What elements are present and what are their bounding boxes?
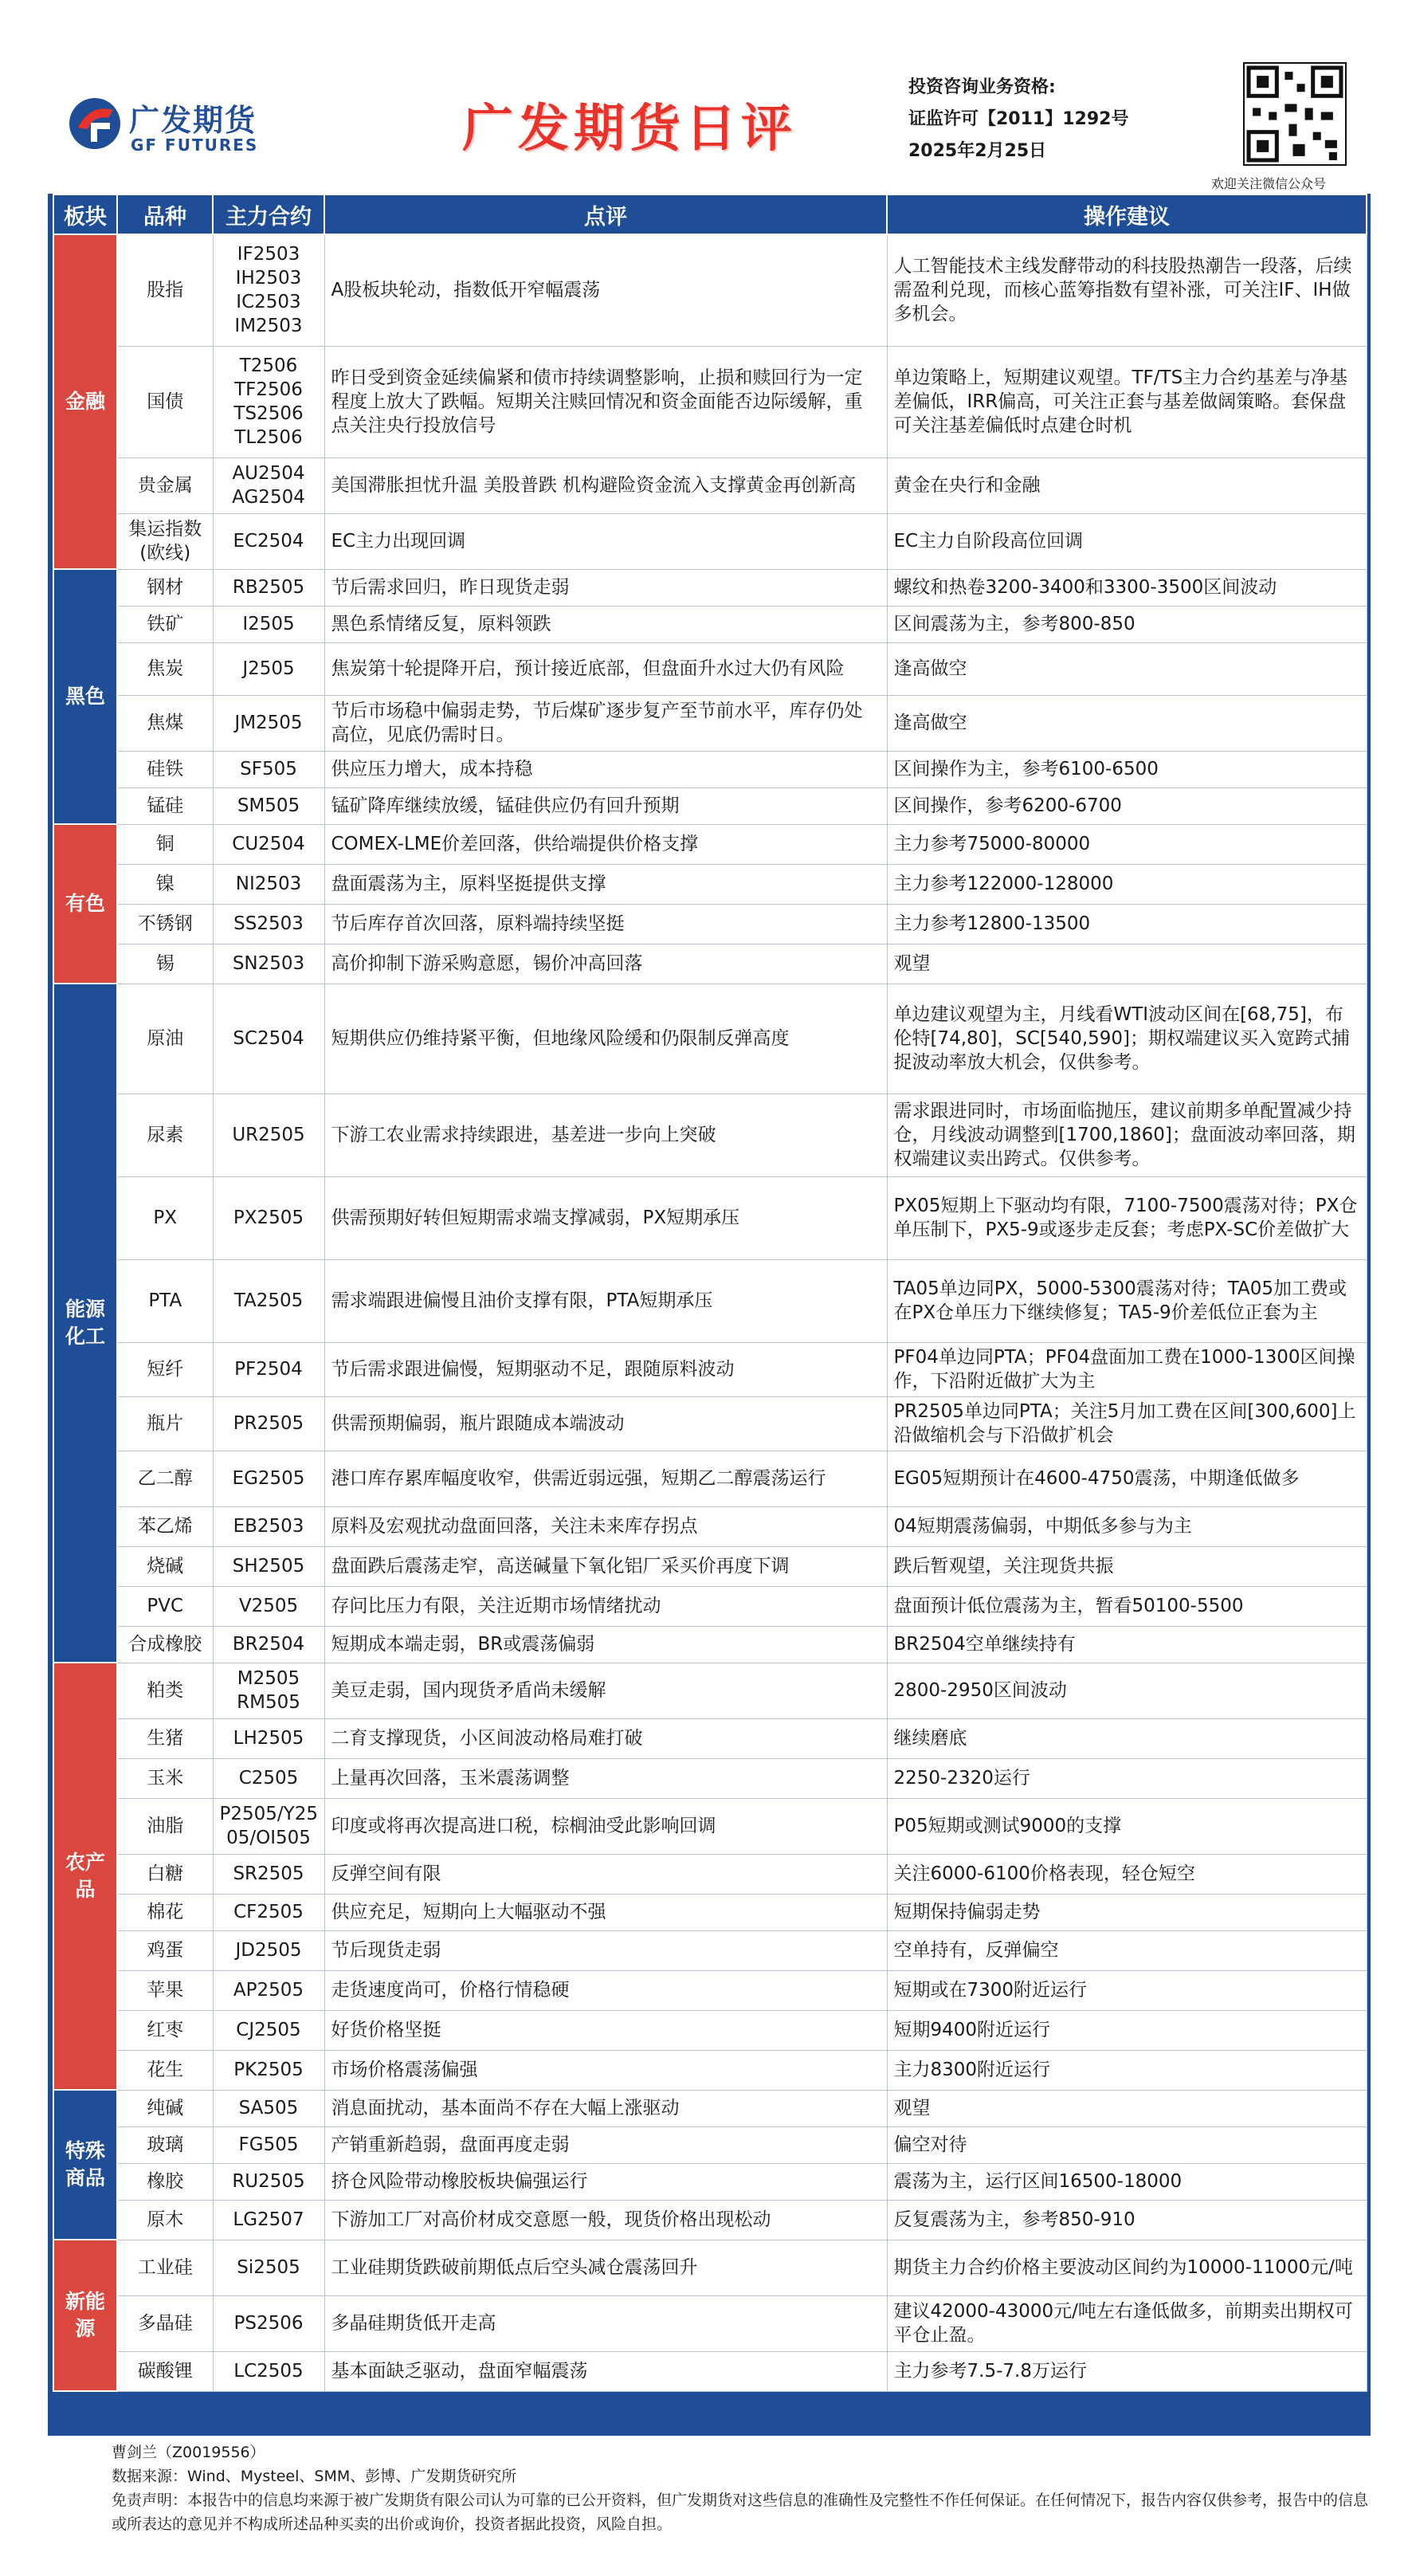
contract-cell: RU2505 bbox=[213, 2163, 324, 2200]
table-row bbox=[53, 984, 1367, 1094]
advice-cell: 需求跟进同时，市场面临抛压，建议前期多单配置减少持仓，月线波动调整到[1700,1860]；盘面波动率回落，期权端建议卖出跨式。仅供参考。 bbox=[887, 1094, 1367, 1176]
variety-cell: 玉米 bbox=[117, 1758, 213, 1798]
logo-chinese: 广发期货 bbox=[129, 103, 257, 138]
advice-cell: 短期9400附近运行 bbox=[887, 2010, 1367, 2050]
comment-cell: 印度或将再次提高进口税，棕榈油受此影响回调 bbox=[324, 1798, 887, 1854]
contract-cell: RB2505 bbox=[213, 569, 324, 606]
table-row bbox=[53, 904, 1367, 944]
variety-cell: 硅铁 bbox=[117, 751, 213, 787]
advice-cell: 单边建议观望为主，月线看WTI波动区间在[68,75]，布伦特[74,80]，SC[540,590]；期权端建议买入宽跨式捕捉波动率放大机会，仅供参考。 bbox=[887, 984, 1367, 1094]
variety-cell: 苯乙烯 bbox=[117, 1506, 213, 1546]
variety-cell: 生猪 bbox=[117, 1718, 213, 1758]
table-row bbox=[53, 1506, 1367, 1546]
sector-cell: 新能源 bbox=[53, 2240, 117, 2391]
comment-cell: 存问比压力有限，关注近期市场情绪扰动 bbox=[324, 1586, 887, 1626]
table-row bbox=[53, 513, 1367, 569]
table-row bbox=[53, 787, 1367, 824]
variety-cell: 不锈钢 bbox=[117, 904, 213, 944]
comment-cell: 走货速度尚可，价格行情稳硬 bbox=[324, 1970, 887, 2010]
table-row bbox=[53, 2050, 1367, 2090]
advice-cell: 主力参考122000-128000 bbox=[887, 864, 1367, 904]
disclaimer: 免责声明：本报告中的信息均来源于被广发期货有限公司认为可靠的已公开资料，但广发期货对这些信息的准确性及完整性不作任何保证。在任何情况下，报告内容仅供参考，报告中的信息或所表达的意见并不构成所述品种买卖的出价或询价，投资者据此投资，风险自担。 bbox=[112, 2492, 1369, 2533]
table-row bbox=[53, 457, 1367, 513]
report-header bbox=[48, 40, 1371, 191]
table-header-row bbox=[53, 194, 1367, 234]
advice-cell: 观望 bbox=[887, 2090, 1367, 2126]
contract-cell: EG2505 bbox=[213, 1451, 324, 1506]
variety-cell: 烧碱 bbox=[117, 1546, 213, 1586]
contract-cell: SF505 bbox=[213, 751, 324, 787]
contract-cell: FG505 bbox=[213, 2126, 324, 2163]
table-row bbox=[53, 1176, 1367, 1259]
comment-cell: 好货价格坚挺 bbox=[324, 2010, 887, 2050]
advice-cell: 黄金在央行和金融 bbox=[887, 457, 1367, 513]
variety-cell: PX bbox=[117, 1176, 213, 1259]
daily-review-table-frame bbox=[48, 194, 1371, 2429]
advice-cell: 螺纹和热卷3200-3400和3300-3500区间波动 bbox=[887, 569, 1367, 606]
comment-cell: 需求端跟进偏慢且油价支撑有限，PTA短期承压 bbox=[324, 1259, 887, 1342]
advice-cell: 空单持有，反弹偏空 bbox=[887, 1930, 1367, 1970]
contract-cell: PF2504 bbox=[213, 1342, 324, 1396]
advice-cell: 区间操作，参考6200-6700 bbox=[887, 787, 1367, 824]
comment-cell: 黑色系情绪反复，原料领跌 bbox=[324, 606, 887, 642]
table-row bbox=[53, 1663, 1367, 1718]
contract-cell: C2505 bbox=[213, 1758, 324, 1798]
contract-cell: EB2503 bbox=[213, 1506, 324, 1546]
comment-cell: 供需预期好转但短期需求端支撑减弱，PX短期承压 bbox=[324, 1176, 887, 1259]
comment-cell: COMEX-LME价差回落，供给端提供价格支撑 bbox=[324, 824, 887, 864]
contract-cell: I2505 bbox=[213, 606, 324, 642]
table-row bbox=[53, 1970, 1367, 2010]
comment-cell: 短期成本端走弱，BR或震荡偏弱 bbox=[324, 1626, 887, 1663]
gf-logo-icon bbox=[67, 96, 123, 151]
table-row bbox=[53, 1259, 1367, 1342]
comment-cell: 多晶硅期货低开走高 bbox=[324, 2295, 887, 2351]
advice-cell: PF04单边同PTA；PF04盘面加工费在1000-1300区间操作，下沿附近做扩大为主 bbox=[887, 1342, 1367, 1396]
advice-cell: BR2504空单继续持有 bbox=[887, 1626, 1367, 1663]
advice-cell: 期货主力合约价格主要波动区间约为10000-11000元/吨 bbox=[887, 2240, 1367, 2295]
advice-cell: 主力参考7.5-7.8万运行 bbox=[887, 2351, 1367, 2391]
comment-cell: 短期供应仍维持紧平衡，但地缘风险缓和仍限制反弹高度 bbox=[324, 984, 887, 1094]
table-row bbox=[53, 1854, 1367, 1894]
sector-cell: 金融 bbox=[53, 234, 117, 569]
table-row bbox=[53, 2090, 1367, 2126]
variety-cell: 国债 bbox=[117, 346, 213, 457]
variety-cell: 铁矿 bbox=[117, 606, 213, 642]
variety-cell: 碳酸锂 bbox=[117, 2351, 213, 2391]
col-variety: 品种 bbox=[117, 194, 213, 234]
comment-cell: 原料及宏观扰动盘面回落，关注未来库存拐点 bbox=[324, 1506, 887, 1546]
table-row bbox=[53, 1586, 1367, 1626]
comment-cell: EC主力出现回调 bbox=[324, 513, 887, 569]
advice-cell: PR2505单边同PTA；关注5月加工费在区间[300,600]上沿做缩机会与下沿做扩机会 bbox=[887, 1396, 1367, 1451]
variety-cell: 橡胶 bbox=[117, 2163, 213, 2200]
contract-cell: NI2503 bbox=[213, 864, 324, 904]
comment-cell: 盘面跌后震荡走窄，高送碱量下氧化铝厂采买价再度下调 bbox=[324, 1546, 887, 1586]
contract-cell: SM505 bbox=[213, 787, 324, 824]
variety-cell: 原木 bbox=[117, 2200, 213, 2240]
comment-cell: 港口库存累库幅度收窄，供需近弱远强，短期乙二醇震荡运行 bbox=[324, 1451, 887, 1506]
advice-cell: 关注6000-6100价格表现，轻仓短空 bbox=[887, 1854, 1367, 1894]
qr-caption: 欢迎关注微信公众号 bbox=[1211, 176, 1327, 191]
advice-cell: 反复震荡为主，参考850-910 bbox=[887, 2200, 1367, 2240]
report-footer bbox=[112, 2441, 1371, 2536]
table-row bbox=[53, 751, 1367, 787]
table-row bbox=[53, 1718, 1367, 1758]
contract-cell: JD2505 bbox=[213, 1930, 324, 1970]
table-row bbox=[53, 1894, 1367, 1930]
comment-cell: 美豆走弱，国内现货矛盾尚未缓解 bbox=[324, 1663, 887, 1718]
contract-cell: CJ2505 bbox=[213, 2010, 324, 2050]
sector-cell: 有色 bbox=[53, 824, 117, 984]
advice-cell: 继续磨底 bbox=[887, 1718, 1367, 1758]
comment-cell: 供应压力增大，成本持稳 bbox=[324, 751, 887, 787]
license-line: 证监许可【2011】1292号 bbox=[908, 109, 1129, 129]
advice-cell: 建议42000-43000元/吨左右逢低做多，前期卖出期权可平仓止盈。 bbox=[887, 2295, 1367, 2351]
variety-cell: 贵金属 bbox=[117, 457, 213, 513]
wechat-qr-code bbox=[1243, 62, 1347, 166]
variety-cell: 花生 bbox=[117, 2050, 213, 2090]
advice-cell: 跌后暂观望，关注现货共振 bbox=[887, 1546, 1367, 1586]
comment-cell: 消息面扰动，基本面尚不存在大幅上涨驱动 bbox=[324, 2090, 887, 2126]
contract-cell: AP2505 bbox=[213, 1970, 324, 2010]
comment-cell: 下游加工厂对高价材成交意愿一般，现货价格出现松动 bbox=[324, 2200, 887, 2240]
advice-cell: TA05单边同PX，5000-5300震荡对待；TA05加工费或在PX仓单压力下继续修复；TA5-9价差低位正套为主 bbox=[887, 1259, 1367, 1342]
contract-cell: SR2505 bbox=[213, 1854, 324, 1894]
report-date: 2025年2月25日 bbox=[908, 141, 1047, 161]
advice-cell: 主力8300附近运行 bbox=[887, 2050, 1367, 2090]
comment-cell: 反弹空间有限 bbox=[324, 1854, 887, 1894]
contract-cell: CU2504 bbox=[213, 824, 324, 864]
table-row bbox=[53, 2351, 1367, 2391]
comment-cell: 美国滞胀担忧升温 美股普跌 机构避险资金流入支撑黄金再创新高 bbox=[324, 457, 887, 513]
comment-cell: 二育支撑现货，小区间波动格局难打破 bbox=[324, 1718, 887, 1758]
contract-cell: JM2505 bbox=[213, 695, 324, 751]
data-source: 数据来源：Wind、Mysteel、SMM、彭博、广发期货研究所 bbox=[112, 2468, 517, 2485]
advice-cell: 偏空对待 bbox=[887, 2126, 1367, 2163]
contract-cell: PX2505 bbox=[213, 1176, 324, 1259]
advice-cell: 主力参考75000-80000 bbox=[887, 824, 1367, 864]
advice-cell: 2800-2950区间波动 bbox=[887, 1663, 1367, 1718]
contract-cell: SN2503 bbox=[213, 944, 324, 984]
contract-cell: PS2506 bbox=[213, 2295, 324, 2351]
contract-cell: T2506 TF2506 TS2506 TL2506 bbox=[213, 346, 324, 457]
variety-cell: 玻璃 bbox=[117, 2126, 213, 2163]
advice-cell: PX05短期上下驱动均有限，7100-7500震荡对待；PX仓单压制下，PX5-9或逐步走反套；考虑PX-SC价差做扩大 bbox=[887, 1176, 1367, 1259]
advice-cell: 人工智能技术主线发酵带动的科技股热潮告一段落，后续需盈利兑现，而核心蓝筹指数有望补涨，可关注IF、IH做多机会。 bbox=[887, 234, 1367, 346]
variety-cell: 多晶硅 bbox=[117, 2295, 213, 2351]
advice-cell: 短期保持偏弱走势 bbox=[887, 1894, 1367, 1930]
table-row bbox=[53, 1342, 1367, 1396]
table-row bbox=[53, 1094, 1367, 1176]
contract-cell: EC2504 bbox=[213, 513, 324, 569]
advice-cell: EC主力自阶段高位回调 bbox=[887, 513, 1367, 569]
variety-cell: 集运指数 (欧线) bbox=[117, 513, 213, 569]
logo-english: GF FUTURES bbox=[131, 135, 259, 155]
table-row bbox=[53, 346, 1367, 457]
variety-cell: 锡 bbox=[117, 944, 213, 984]
variety-cell: 钢材 bbox=[117, 569, 213, 606]
variety-cell: 红枣 bbox=[117, 2010, 213, 2050]
brand-logo bbox=[67, 96, 266, 167]
daily-review-table bbox=[53, 194, 1367, 2392]
table-row bbox=[53, 2163, 1367, 2200]
contract-cell: TA2505 bbox=[213, 1259, 324, 1342]
advice-cell: 盘面预计低位震荡为主，暂看50100-5500 bbox=[887, 1586, 1367, 1626]
table-row bbox=[53, 569, 1367, 606]
advice-cell: 04短期震荡偏弱，中期低多参与为主 bbox=[887, 1506, 1367, 1546]
contract-cell: PR2505 bbox=[213, 1396, 324, 1451]
contract-cell: M2505 RM505 bbox=[213, 1663, 324, 1718]
table-row bbox=[53, 1396, 1367, 1451]
sector-cell: 农产品 bbox=[53, 1663, 117, 2090]
contract-cell: SC2504 bbox=[213, 984, 324, 1094]
contract-cell: SS2503 bbox=[213, 904, 324, 944]
page-title: 广发期货日评 bbox=[462, 100, 797, 159]
table-row bbox=[53, 2010, 1367, 2050]
comment-cell: 产销重新趋弱，盘面再度走弱 bbox=[324, 2126, 887, 2163]
advice-cell: 区间操作为主，参考6100-6500 bbox=[887, 751, 1367, 787]
variety-cell: 股指 bbox=[117, 234, 213, 346]
variety-cell: 鸡蛋 bbox=[117, 1930, 213, 1970]
table-row bbox=[53, 1930, 1367, 1970]
variety-cell: 纯碱 bbox=[117, 2090, 213, 2126]
table-row bbox=[53, 2295, 1367, 2351]
comment-cell: 供应充足，短期向上大幅驱动不强 bbox=[324, 1894, 887, 1930]
variety-cell: 瓶片 bbox=[117, 1396, 213, 1451]
table-row bbox=[53, 824, 1367, 864]
footer-divider bbox=[48, 2429, 1371, 2436]
comment-cell: 节后市场稳中偏弱走势，节后煤矿逐步复产至节前水平，库存仍处高位，见底仍需时日。 bbox=[324, 695, 887, 751]
table-row bbox=[53, 1798, 1367, 1854]
contract-cell: J2505 bbox=[213, 642, 324, 695]
col-comment: 点评 bbox=[324, 194, 887, 234]
variety-cell: 铜 bbox=[117, 824, 213, 864]
comment-cell: 下游工农业需求持续跟进，基差进一步向上突破 bbox=[324, 1094, 887, 1176]
table-row bbox=[53, 642, 1367, 695]
variety-cell: 焦煤 bbox=[117, 695, 213, 751]
variety-cell: PTA bbox=[117, 1259, 213, 1342]
variety-cell: 油脂 bbox=[117, 1798, 213, 1854]
sector-cell: 黑色 bbox=[53, 569, 117, 824]
contract-cell: UR2505 bbox=[213, 1094, 324, 1176]
comment-cell: 节后现货走弱 bbox=[324, 1930, 887, 1970]
contract-cell: AU2504 AG2504 bbox=[213, 457, 324, 513]
advice-cell: 单边策略上，短期建议观望。TF/TS主力合约基差与净基差偏低，IRR偏高，可关注正套与基差做阔策略。套保盘可关注基差偏低时点建仓时机 bbox=[887, 346, 1367, 457]
variety-cell: 锰硅 bbox=[117, 787, 213, 824]
advice-cell: 逢高做空 bbox=[887, 695, 1367, 751]
variety-cell: 棉花 bbox=[117, 1894, 213, 1930]
advice-cell: EG05短期预计在4600-4750震荡，中期逢低做多 bbox=[887, 1451, 1367, 1506]
variety-cell: 合成橡胶 bbox=[117, 1626, 213, 1663]
table-row bbox=[53, 695, 1367, 751]
table-row bbox=[53, 234, 1367, 346]
advice-cell: 逢高做空 bbox=[887, 642, 1367, 695]
contract-cell: V2505 bbox=[213, 1586, 324, 1626]
comment-cell: 盘面震荡为主，原料坚挺提供支撑 bbox=[324, 864, 887, 904]
advice-cell: 主力参考12800-13500 bbox=[887, 904, 1367, 944]
col-advice: 操作建议 bbox=[887, 194, 1367, 234]
contract-cell: SH2505 bbox=[213, 1546, 324, 1586]
table-row bbox=[53, 2240, 1367, 2295]
comment-cell: 节后库存首次回落，原料端持续坚挺 bbox=[324, 904, 887, 944]
comment-cell: 基本面缺乏驱动，盘面窄幅震荡 bbox=[324, 2351, 887, 2391]
table-body bbox=[53, 234, 1367, 2391]
variety-cell: 粕类 bbox=[117, 1663, 213, 1718]
contract-cell: SA505 bbox=[213, 2090, 324, 2126]
variety-cell: 尿素 bbox=[117, 1094, 213, 1176]
contract-cell: BR2504 bbox=[213, 1626, 324, 1663]
contract-cell: CF2505 bbox=[213, 1894, 324, 1930]
comment-cell: 挤仓风险带动橡胶板块偏强运行 bbox=[324, 2163, 887, 2200]
table-row bbox=[53, 1626, 1367, 1663]
advice-cell: 区间震荡为主，参考800-850 bbox=[887, 606, 1367, 642]
comment-cell: 锰矿降库继续放缓，锰硅供应仍有回升预期 bbox=[324, 787, 887, 824]
table-row bbox=[53, 2200, 1367, 2240]
contract-cell: PK2505 bbox=[213, 2050, 324, 2090]
comment-cell: 昨日受到资金延续偏紧和债市持续调整影响，止损和赎回行为一定程度上放大了跌幅。短期关注赎回情况和资金面能否边际缓解，重点关注央行投放信号 bbox=[324, 346, 887, 457]
advice-cell: P05短期或测试9000的支撑 bbox=[887, 1798, 1367, 1854]
table-row bbox=[53, 2126, 1367, 2163]
contract-cell: IF2503 IH2503 IC2503 IM2503 bbox=[213, 234, 324, 346]
variety-cell: PVC bbox=[117, 1586, 213, 1626]
comment-cell: 节后需求跟进偏慢，短期驱动不足，跟随原料波动 bbox=[324, 1342, 887, 1396]
variety-cell: 焦炭 bbox=[117, 642, 213, 695]
comment-cell: 市场价格震荡偏强 bbox=[324, 2050, 887, 2090]
table-row bbox=[53, 1451, 1367, 1506]
table-row bbox=[53, 1758, 1367, 1798]
qualification-line: 投资咨询业务资格: bbox=[908, 77, 1056, 97]
table-row bbox=[53, 1546, 1367, 1586]
contract-cell: LC2505 bbox=[213, 2351, 324, 2391]
table-row bbox=[53, 864, 1367, 904]
variety-cell: 工业硅 bbox=[117, 2240, 213, 2295]
comment-cell: 高价抑制下游采购意愿，锡价冲高回落 bbox=[324, 944, 887, 984]
author: 曹剑兰（Z0019556） bbox=[112, 2444, 265, 2461]
comment-cell: 焦炭第十轮提降开启，预计接近底部，但盘面升水过大仍有风险 bbox=[324, 642, 887, 695]
col-sector: 板块 bbox=[53, 194, 117, 234]
sector-cell: 特殊 商品 bbox=[53, 2090, 117, 2240]
advice-cell: 短期或在7300附近运行 bbox=[887, 1970, 1367, 2010]
variety-cell: 镍 bbox=[117, 864, 213, 904]
table-row bbox=[53, 606, 1367, 642]
variety-cell: 短纤 bbox=[117, 1342, 213, 1396]
variety-cell: 乙二醇 bbox=[117, 1451, 213, 1506]
contract-cell: LG2507 bbox=[213, 2200, 324, 2240]
sector-cell: 能源 化工 bbox=[53, 984, 117, 1663]
advice-cell: 观望 bbox=[887, 944, 1367, 984]
comment-cell: A股板块轮动，指数低开窄幅震荡 bbox=[324, 234, 887, 346]
contract-cell: Si2505 bbox=[213, 2240, 324, 2295]
variety-cell: 白糖 bbox=[117, 1854, 213, 1894]
contract-cell: LH2505 bbox=[213, 1718, 324, 1758]
table-row bbox=[53, 944, 1367, 984]
comment-cell: 供需预期偏弱，瓶片跟随成本端波动 bbox=[324, 1396, 887, 1451]
contract-cell: P2505/Y25 05/OI505 bbox=[213, 1798, 324, 1854]
variety-cell: 苹果 bbox=[117, 1970, 213, 2010]
advice-cell: 2250-2320运行 bbox=[887, 1758, 1367, 1798]
qualification-block bbox=[908, 72, 1128, 167]
variety-cell: 原油 bbox=[117, 984, 213, 1094]
comment-cell: 工业硅期货跌破前期低点后空头减仓震荡回升 bbox=[324, 2240, 887, 2295]
comment-cell: 上量再次回落，玉米震荡调整 bbox=[324, 1758, 887, 1798]
col-contract: 主力合约 bbox=[213, 194, 324, 234]
comment-cell: 节后需求回归，昨日现货走弱 bbox=[324, 569, 887, 606]
advice-cell: 震荡为主，运行区间16500-18000 bbox=[887, 2163, 1367, 2200]
